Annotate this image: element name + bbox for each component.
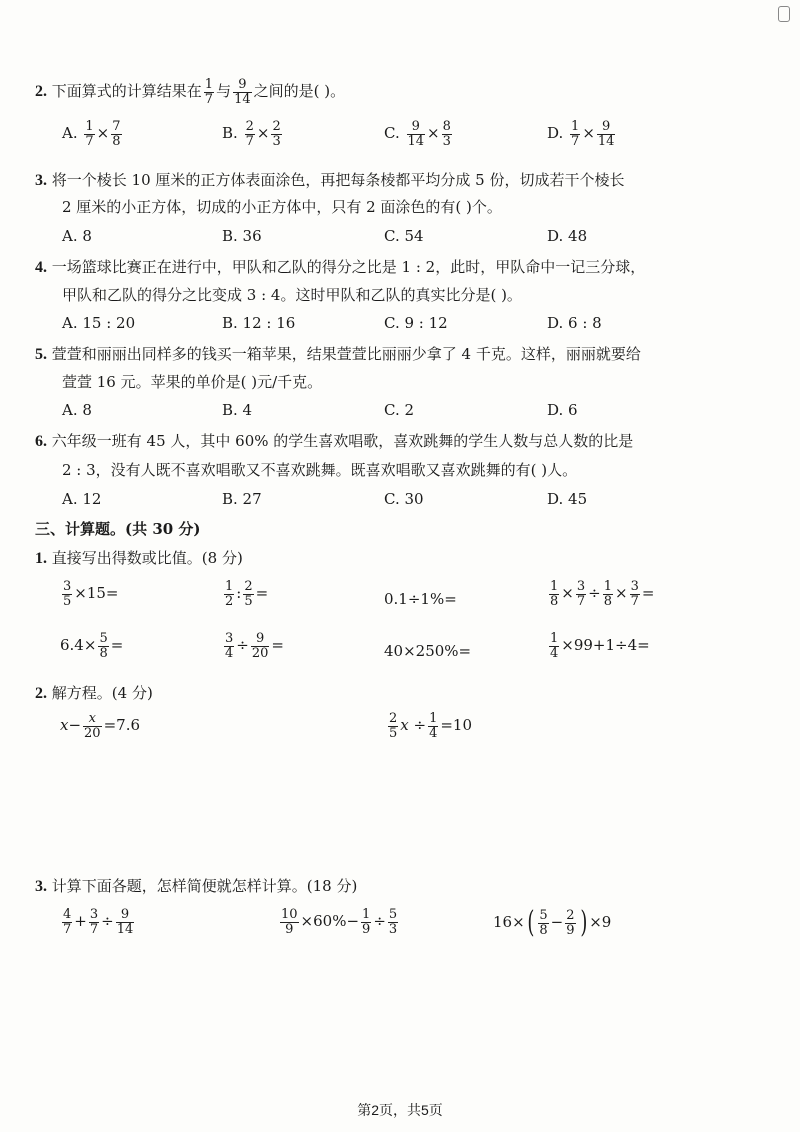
- q6-line-1: [35, 431, 633, 452]
- c3-problem-3: 16×( $\frac{5}{8}$ − $\frac{2}{9}$ ) ×9: [493, 905, 612, 940]
- c2-equation-2: $\frac{2}{5}$ x ÷ $\frac{1}{4}$ =10: [389, 711, 473, 741]
- q4-line-2: 甲队和乙队的得分之比变成 3 : 4。这时甲队和乙队的真实比分是( )。: [62, 286, 522, 304]
- q2-text-after: 之间的是( )。: [253, 82, 346, 101]
- c1-number: 1.: [35, 550, 47, 567]
- c3-title: 计算下面各题，怎样简便就怎样计算。(18 分): [51, 877, 358, 895]
- q5-line-2: 萱萱 16 元。苹果的单价是( )元/千克。: [62, 373, 323, 391]
- q6-option-b[interactable]: B. 27: [222, 490, 262, 508]
- q5-option-b[interactable]: B. 4: [222, 401, 253, 419]
- q6-option-c[interactable]: C. 30: [384, 490, 424, 508]
- q2-text-mid: 与: [216, 82, 232, 101]
- q6-option-a[interactable]: A. 12: [62, 490, 102, 508]
- c3-problem-1: $\frac{4}{7}$ + $\frac{3}{7}$ ÷ $\frac{9}{14}$: [63, 907, 134, 937]
- c1-item-g: 40×250%=: [384, 642, 472, 660]
- c3-number: 3.: [35, 878, 47, 895]
- q2-number: 2.: [35, 83, 47, 101]
- c1-title: 直接写出得数或比值。(8 分): [51, 549, 243, 567]
- c2-number: 2.: [35, 685, 47, 702]
- corner-mark: [778, 6, 790, 22]
- q5-option-d[interactable]: D. 6: [547, 401, 578, 419]
- q3-option-c[interactable]: C. 54: [384, 227, 424, 245]
- q2-option-a[interactable]: A. $\frac{1}{7}$ × $\frac{7}{8}$: [62, 119, 121, 149]
- q5-option-c[interactable]: C. 2: [384, 401, 415, 419]
- q3-option-b[interactable]: B. 36: [222, 227, 262, 245]
- q2-text-before: 下面算式的计算结果在: [51, 82, 202, 101]
- q2-stem: [35, 78, 345, 106]
- q6-text-1: 六年级一班有 45 人，其中 60% 的学生喜欢唱歌，喜欢跳舞的学生人数与总人数的比是: [51, 432, 634, 450]
- q4-option-a[interactable]: A. 15 : 20: [62, 314, 136, 332]
- c3-heading: [35, 876, 357, 897]
- q6-line-2: 2 : 3，没有人既不喜欢唱歌又不喜欢跳舞。既喜欢唱歌又喜欢跳舞的有( )人。: [62, 461, 578, 479]
- q4-line-1: [35, 257, 645, 278]
- q4-text-1: 一场篮球比赛正在进行中，甲队和乙队的得分之比是 1 : 2，此时，甲队命中一记三分球，: [51, 258, 646, 276]
- c1-heading: [35, 548, 243, 569]
- q3-line-2: 2 厘米的小正方体，切成的小正方体中，只有 2 面涂色的有( )个。: [62, 198, 502, 216]
- section-3-title: 三、计算题。(共 30 分): [35, 520, 201, 538]
- c2-title: 解方程。(4 分): [51, 684, 153, 702]
- q5-text-1: 萱萱和丽丽出同样多的钱买一箱苹果，结果萱萱比丽丽少拿了 4 千克。这样，丽丽就要给: [51, 345, 641, 363]
- q4-option-b[interactable]: B. 12 : 16: [222, 314, 296, 332]
- c1-item-b: $\frac{1}{2}$ : $\frac{2}{5}$ =: [225, 579, 269, 609]
- c1-item-d: $\frac{1}{8}$ × $\frac{3}{7}$ ÷ $\frac{1}{8}$ × $\frac{3}{7}$ =: [550, 579, 655, 609]
- q2-option-d[interactable]: D. $\frac{1}{7}$ × $\frac{9}{14}$: [547, 119, 615, 149]
- q2-fraction-2: $\frac{9}{14}$: [234, 77, 251, 107]
- q4-option-c[interactable]: C. 9 : 12: [384, 314, 448, 332]
- q5-option-a[interactable]: A. 8: [62, 401, 92, 419]
- q4-option-d[interactable]: D. 6 : 8: [547, 314, 602, 332]
- c1-item-h: $\frac{1}{4}$ ×99+1÷4=: [550, 631, 650, 661]
- q3-option-d[interactable]: D. 48: [547, 227, 588, 245]
- q6-option-d[interactable]: D. 45: [547, 490, 588, 508]
- q2-fraction-1: $\frac{1}{7}$: [204, 77, 214, 107]
- c1-item-e: 6.4× $\frac{5}{8}$ =: [60, 631, 124, 661]
- c1-item-c: 0.1÷1%=: [384, 590, 457, 608]
- q6-number: 6.: [35, 433, 47, 450]
- q3-line-1: [35, 170, 625, 191]
- c1-item-a: $\frac{3}{5}$ ×15=: [63, 579, 119, 609]
- c3-problem-2: $\frac{10}{9}$ ×60%− $\frac{1}{9}$ ÷ $\frac{5}{3}$: [281, 907, 398, 937]
- q4-number: 4.: [35, 259, 47, 276]
- c2-equation-1: x− $\frac{x}{20}$ =7.6: [60, 711, 141, 741]
- q3-number: 3.: [35, 172, 47, 189]
- q3-option-a[interactable]: A. 8: [62, 227, 92, 245]
- q5-line-1: [35, 344, 641, 365]
- q2-option-b[interactable]: B. $\frac{2}{7}$ × $\frac{2}{3}$: [222, 119, 281, 149]
- c1-item-f: $\frac{3}{4}$ ÷ $\frac{9}{20}$ =: [225, 631, 284, 661]
- c2-heading: [35, 683, 153, 704]
- q5-number: 5.: [35, 346, 47, 363]
- q3-text-1: 将一个棱长 10 厘米的正方体表面涂色，再把每条棱都平均分成 5 份，切成若干个棱长: [51, 171, 625, 189]
- q2-option-c[interactable]: C. $\frac{9}{14}$ × $\frac{8}{3}$: [384, 119, 451, 149]
- page-footer: 第2页，共5页: [357, 1102, 443, 1118]
